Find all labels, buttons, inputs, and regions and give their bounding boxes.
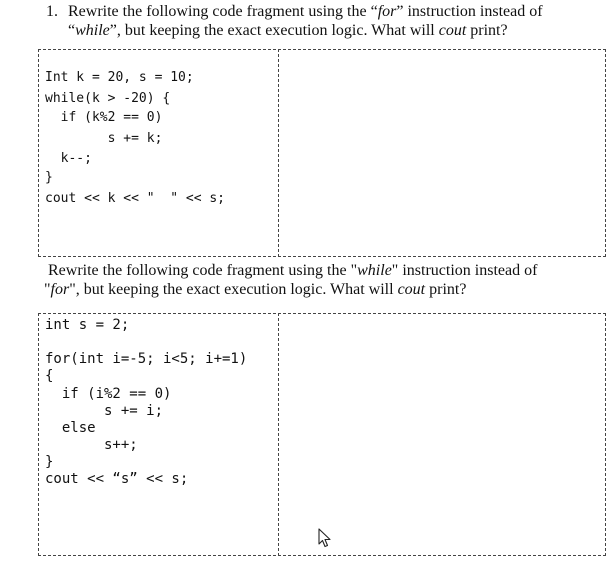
code-2-line-3: for(int i=-5; i<5; i+=1) xyxy=(45,351,248,367)
code-1-line-6: } xyxy=(45,170,53,185)
question-1-text xyxy=(46,2,543,40)
answer-area-1[interactable] xyxy=(279,49,606,257)
code-1-line-1: Int k = 20, s = 10; xyxy=(45,70,194,85)
keyword-for: for xyxy=(50,281,70,298)
code-1-line-3: if (k%2 == 0) xyxy=(45,110,163,125)
keyword-for: for xyxy=(377,3,397,20)
question-2-text xyxy=(44,261,538,299)
keyword-cout: cout xyxy=(397,281,426,298)
code-2-line-6: s += i; xyxy=(45,403,164,419)
code-2-line-7: else xyxy=(45,420,96,436)
question-1-line-1: 1. Rewrite the following code fragment using the “for” instruction instead of xyxy=(46,3,543,20)
code-2-line-1: int s = 2; xyxy=(45,317,130,333)
question-1-line-2: “while”, but keeping the exact execution logic. What will cout print? xyxy=(68,22,508,39)
code-2-line-5: if (i%2 == 0) xyxy=(45,386,172,402)
code-2-line-4: { xyxy=(45,368,54,384)
answer-area-2[interactable] xyxy=(279,313,606,556)
code-2-line-9: } xyxy=(45,454,54,470)
code-1-line-7: cout << k << " " << s; xyxy=(45,191,226,206)
question-2-line-1: Rewrite the following code fragment using the "while" instruction instead of xyxy=(48,262,538,279)
question-2-line-2: "for", but keeping the exact execution logic. What will cout print? xyxy=(44,281,467,298)
question-1-number: 1. xyxy=(46,3,58,20)
code-1-line-4: s += k; xyxy=(45,131,163,146)
keyword-while: while xyxy=(357,262,392,279)
code-2-line-8: s++; xyxy=(45,437,138,453)
keyword-cout: cout xyxy=(438,22,467,39)
code-1-line-5: k--; xyxy=(45,151,92,166)
keyword-while: while xyxy=(75,22,110,39)
code-2-line-10: cout << “s” << s; xyxy=(45,471,189,487)
code-1-line-2: while(k > -20) { xyxy=(45,91,171,106)
mouse-pointer-icon xyxy=(318,528,332,548)
